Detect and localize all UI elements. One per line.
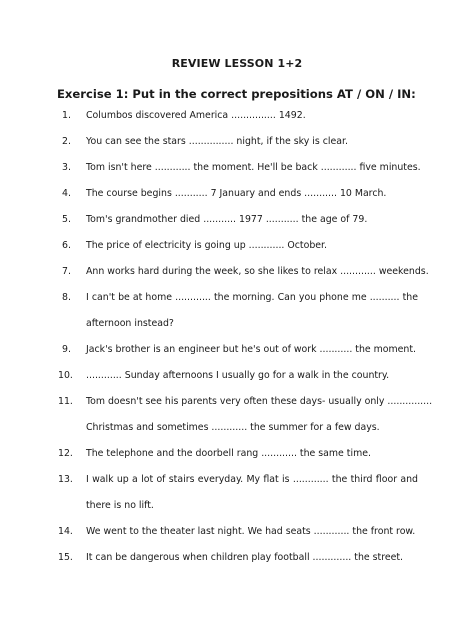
item-number: 11.: [58, 396, 73, 407]
item-number: 15.: [58, 552, 73, 563]
item-text: I can't be at home ............ the morning. Can you phone me .......... the: [86, 292, 418, 303]
item-text: You can see the stars ............... night, if the sky is clear.: [86, 136, 348, 147]
item-text: The price of electricity is going up ............ October.: [86, 240, 328, 251]
page-title: REVIEW LESSON 1+2: [171, 57, 303, 70]
item-number: 3.: [62, 162, 71, 173]
item-number: 1.: [62, 110, 71, 121]
item-number: 14.: [58, 526, 73, 537]
item-text: Tom's grandmother died ........... 1977 ........... the age of 79.: [86, 214, 368, 225]
item-number: 12.: [58, 448, 73, 459]
item-number: 8.: [62, 292, 71, 303]
item-number: 2.: [62, 136, 71, 147]
item-text: Tom doesn't see his parents very often these days- usually only ...............: [86, 396, 433, 407]
exercise-heading: Exercise 1: Put in the correct prepositions AT / ON / IN:: [57, 87, 416, 101]
item-text: The telephone and the doorbell rang ............ the same time.: [86, 448, 371, 459]
item-text: Tom isn't here ............ the moment. He'll be back ............ five minutes.: [86, 162, 421, 173]
item-text: I walk up a lot of stairs everyday. My flat is ............ the third floor and: [86, 474, 418, 485]
item-text: Ann works hard during the week, so she likes to relax ............ weekends.: [86, 266, 429, 277]
item-number: 5.: [62, 214, 71, 225]
item-number: 10.: [58, 370, 73, 381]
item-text-continued: afternoon instead?: [86, 318, 174, 329]
item-number: 7.: [62, 266, 71, 277]
item-number: 13.: [58, 474, 73, 485]
item-number: 9.: [62, 344, 71, 355]
item-text: ............ Sunday afternoons I usually go for a walk in the country.: [86, 370, 390, 381]
item-text: Jack's brother is an engineer but he's out of work ........... the moment.: [86, 344, 417, 355]
item-text-continued: Christmas and sometimes ............ the summer for a few days.: [86, 422, 380, 433]
item-text: We went to the theater last night. We had seats ............ the front row.: [86, 526, 416, 537]
item-text: It can be dangerous when children play football ............. the street.: [86, 552, 404, 563]
item-text: The course begins ........... 7 January and ends ........... 10 March.: [86, 188, 387, 199]
item-number: 6.: [62, 240, 71, 251]
item-number: 4.: [62, 188, 71, 199]
item-text-continued: there is no lift.: [86, 500, 154, 511]
item-text: Columbos discovered America ............... 1492.: [86, 110, 306, 121]
